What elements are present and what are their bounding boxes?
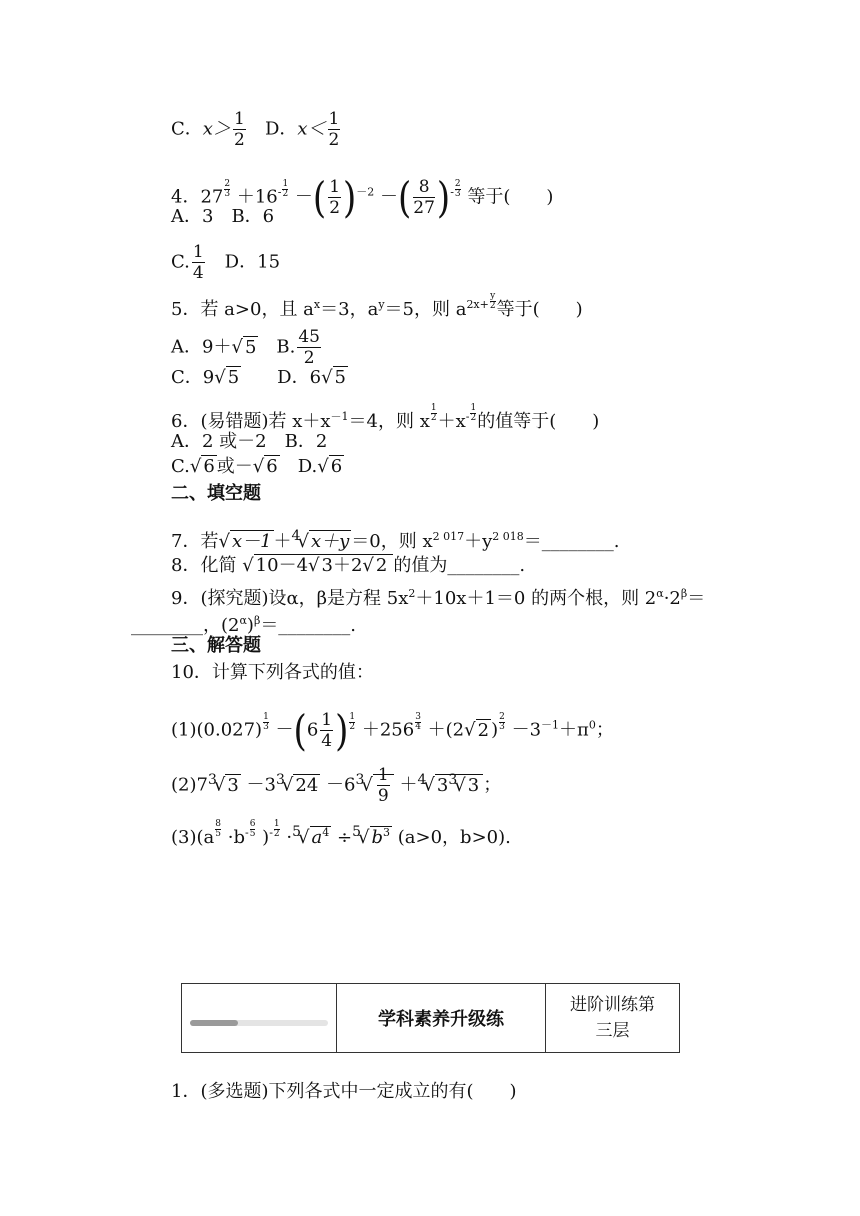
question-7: 7．若√ x－1 ＋$^4$√ x＋y ＝0，则 $x^{2 017}+y^{2 018}=\_\_\_\_\_\_\_\_$. [171, 528, 620, 552]
q5-options-ab: A．9＋√ 5 B. $\frac{45}{2}$ [171, 327, 320, 368]
progress-fill [190, 1020, 238, 1026]
section-heading-solve: 三、解答题 [171, 635, 261, 656]
next-question-1: 1．(多选题)下列各式中一定成立的有( ) [171, 1081, 517, 1102]
question-10-stem: 10．计算下列各式的值： [171, 662, 374, 683]
banner-decoration [182, 984, 337, 1052]
question-10-part3: (3)(a $\frac{8}{5}$ ·b- $\frac{6}{5}$ )- $\frac{1}{2}$ ·$^5$√ $a^4 \div^5√$ $b^3$ (a>0，b>0). [171, 819, 511, 848]
question-8: 8．化简 √ 10－4√ 3＋2√ 2 的值为________. [171, 555, 526, 576]
banner-level-line2: 三层 [595, 1021, 630, 1041]
q4-options-cd: C. $\frac{1}{4}$ D．15 [171, 242, 281, 283]
question-6: 6．(易错题)若 $x+x^{-1}=4$，则 x $\frac{1}{2}$ ＋x- $\frac{1}{2}$ 的值等于( ) [171, 403, 600, 432]
q5-options-cd: C．9√ 5 D．6√ 5 [171, 367, 346, 388]
section-banner [181, 983, 680, 1053]
q6-options-ab: A．2 或－2 B．2 [171, 431, 328, 452]
banner-title: 学科素养升级练 [337, 984, 546, 1052]
question-10-part1: (1)(0.027) $\frac{1}{3}$ －(6 $\frac{1}{4}$ ) $\frac{1}{2}$ ＋256 $\frac{3}{4}$ ＋(2√ 2 ) $\frac{2}{3}$ $-3^{-1}+\pi^0$； [171, 705, 614, 756]
banner-level [546, 984, 679, 1052]
question-10-part2: $(2)7^3√$ $3 -3^3√$ $24 -6^3√$ $\frac{1}{9}$ ＋$^4$√ $3^3√$ 3 ； [171, 765, 502, 806]
q4-options-ab: A．3 B．6 [171, 206, 275, 227]
question-9-line2: ________，$(2^\alpha)^\beta=\_\_\_\_\_\_\_\_$. [131, 614, 357, 636]
question-9-line1: 9．(探究题)设α，β是方程 $5x^2+10x+1=0$ 的两个根，则 $2^\alpha\cdot 2^\beta=$ [171, 587, 706, 609]
progress-bar [190, 1020, 328, 1026]
question-4: 4．27 $\frac{2}{3}$ ＋16- $\frac{1}{2}$ －( $\frac{1}{2}$ )$^{-2}$ －( $\frac{8}{27}$ )- $\frac{2}{3}$ 等于( ) [171, 172, 554, 223]
q6-options-cd: C.√ 6 或－√ 6 D.√ 6 [171, 456, 343, 477]
banner-level-line1: 进阶训练第 [570, 995, 655, 1015]
section-heading-fill-in: 二、填空题 [171, 483, 261, 504]
q3-options: C．x＞ $\frac{1}{2}$ D．x＜ $\frac{1}{2}$ [171, 109, 340, 150]
question-5: 5．若 a>0，且 $a^x=3$，$a^y=5$，则 $a^{2x+}$ $\frac{y}{2}$ 等于( ) [171, 291, 583, 320]
